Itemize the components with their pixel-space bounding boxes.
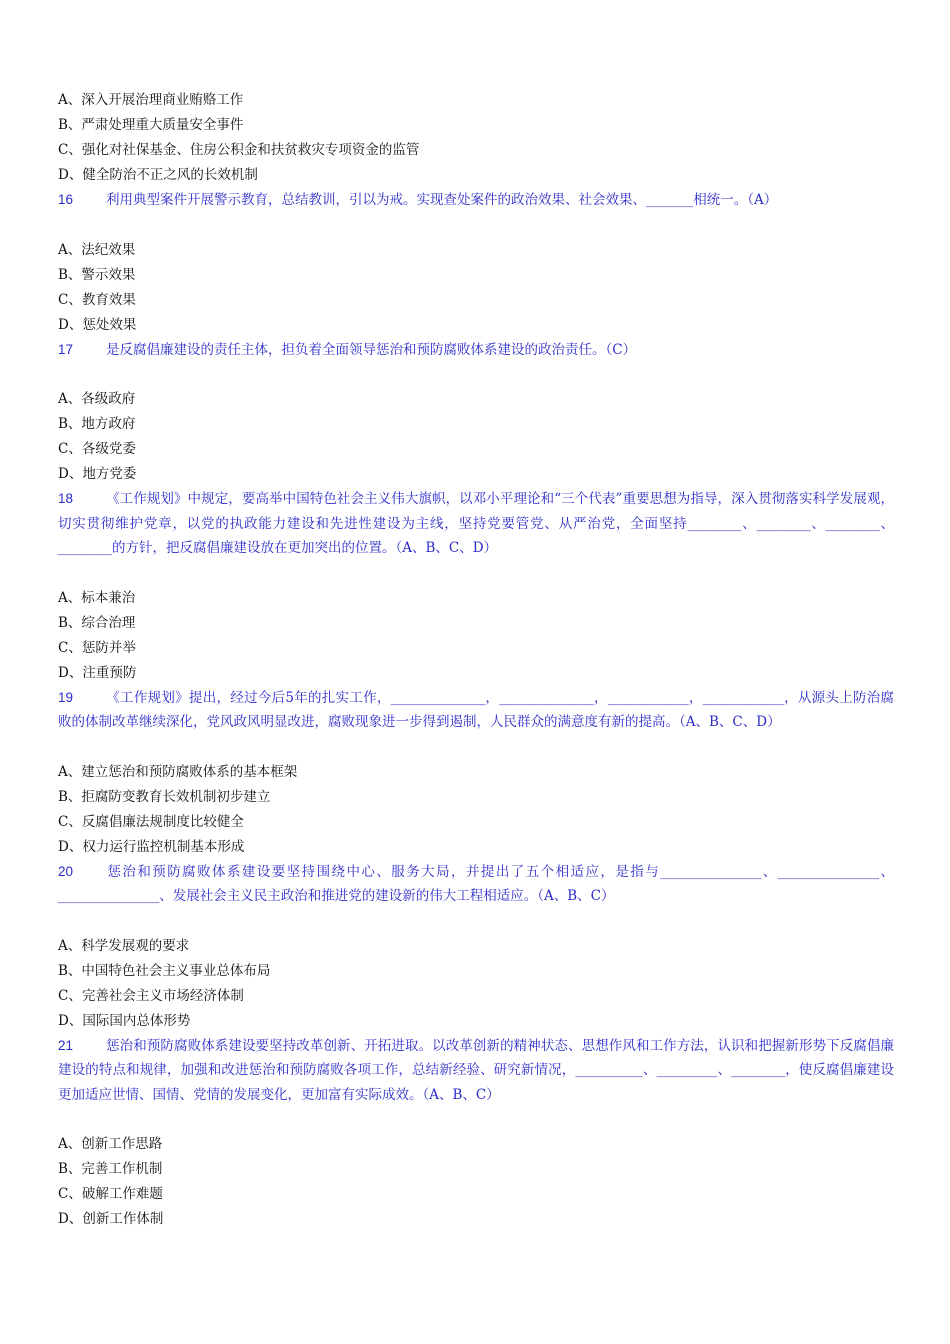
option-b: B、中国特色社会主义事业总体布局 [58,962,271,979]
option-d: D、地方党委 [58,466,137,482]
option-c: C、破解工作难题 [58,1186,163,1202]
option-d: D、注重预防 [58,664,137,681]
option-c: C、完善社会主义市场经济体制 [58,987,244,1004]
option-a: A、创新工作思路 [58,1136,163,1152]
option-b: B、严肃处理重大质量安全事件 [58,117,244,133]
option-c: C、反腐倡廉法规制度比较健全 [58,813,244,830]
option-list [58,387,894,487]
option-list [58,760,894,860]
option-a: A、深入开展治理商业贿赂工作 [58,92,244,108]
option-d: D、国际国内总体形势 [58,1012,191,1029]
question-18 [58,487,894,561]
option-a: A、科学发展观的要求 [58,937,190,954]
option-d: D、健全防治不正之风的长效机制 [58,167,258,183]
question-number: 17 [58,341,74,357]
option-b: B、综合治理 [58,614,136,631]
option-b: B、完善工作机制 [58,1161,163,1177]
option-list [58,934,894,1034]
question-text: 《工作规划》中规定，要高举中国特色社会主义伟大旗帜，以邓小平理论和“三个代表”重要思想为指导，深入贯彻落实科学发展观，切实贯彻维护党章，以党的执政能力建设和先进性建设为主线，坚持党要管党、从严治党，全面坚持________、________、________、________的方针，把反腐倡廉建设放在更加突出的位置。（A、B、C、D） [58,491,894,556]
question-number: 18 [58,491,74,506]
question-16 [58,188,894,213]
option-d: D、惩处效果 [58,316,137,333]
option-c: C、强化对社保基金、住房公积金和扶贫救灾专项资金的监管 [58,142,420,158]
option-b: B、警示效果 [58,266,136,283]
option-list [58,1132,894,1232]
option-c: C、教育效果 [58,291,136,308]
document-page [58,88,894,1232]
option-a: A、各级政府 [58,391,136,407]
question-17 [58,338,894,363]
question-text: 利用典型案件开展警示教育，总结教训，引以为戒。实现查处案件的政治效果、社会效果、_______相统一。（A） [106,192,778,208]
question-20 [58,860,894,909]
option-c: C、各级党委 [58,441,136,457]
option-b: B、拒腐防变教育长效机制初步建立 [58,788,271,805]
option-list [58,586,894,686]
question-number: 19 [58,689,74,705]
question-number: 16 [58,192,74,207]
option-a: A、标本兼治 [58,589,136,606]
option-d: D、创新工作体制 [58,1211,164,1227]
option-c: C、惩防并举 [58,639,136,656]
option-list [58,88,894,188]
question-text: 《工作规划》提出，经过今后5年的扎实工作，______________，______________，____________，____________，从源头上防治腐败的体制改革继续深化，党风政风明显改进，腐败现象进一步得到遏制，人民群众的满意度有新的提高。（A、B、C、D） [58,689,894,730]
option-b: B、地方政府 [58,416,136,432]
question-number: 20 [58,863,74,879]
question-19 [58,686,894,735]
question-text: 惩治和预防腐败体系建设要坚持围绕中心、服务大局，并提出了五个相适应，是指与_______________、_______________、_______________、发展社会主义民主政治和推进党的建设新的伟大工程相适应。（A、B、C） [58,863,894,904]
option-list [58,238,894,338]
question-number: 21 [58,1037,74,1053]
question-21 [58,1034,894,1108]
option-a: A、建立惩治和预防腐败体系的基本框架 [58,763,298,780]
question-text: 是反腐倡廉建设的责任主体，担负着全面领导惩治和预防腐败体系建设的政治责任。（C） [106,341,637,358]
option-d: D、权力运行监控机制基本形成 [58,838,245,855]
option-a: A、法纪效果 [58,241,136,258]
question-text: 惩治和预防腐败体系建设要坚持改革创新、开拓进取。以改革创新的精神状态、思想作风和工作方法，认识和把握新形势下反腐倡廉建设的特点和规律，加强和改进惩治和预防腐败各项工作，总结新经验、研究新情况，__________、_________、________，使反腐倡廉建设更加适应世情、国情、党情的发展变化，更加富有实际成效。（A、B、C） [58,1037,894,1103]
